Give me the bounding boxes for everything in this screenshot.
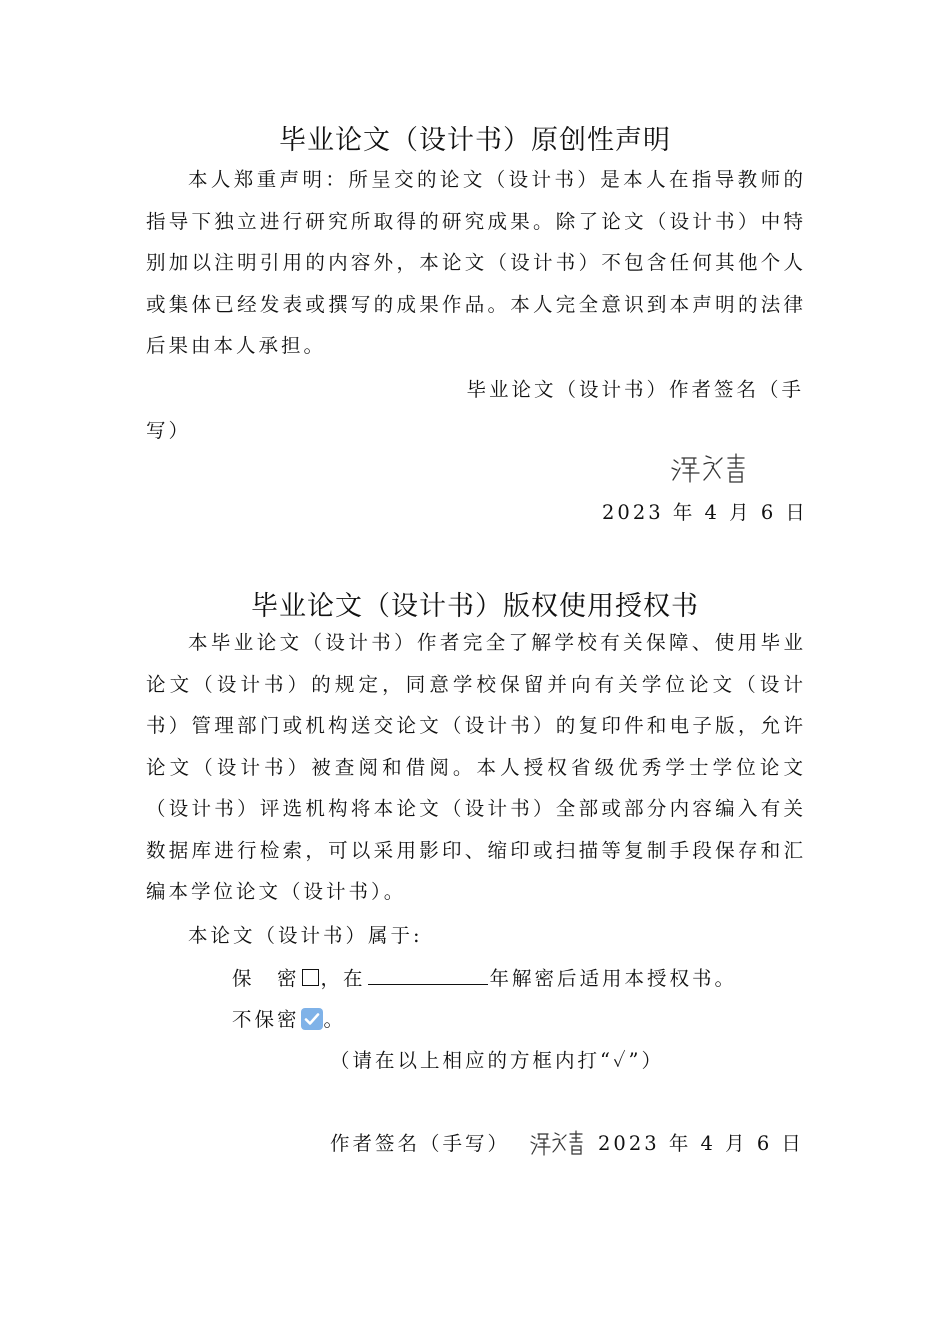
option-secret-middle: ，在: [320, 967, 366, 990]
handwritten-signature-2: [528, 1128, 588, 1168]
authorization-body: 本毕业论文（设计书）作者完全了解学校有关保障、使用毕业论文（设计书）的规定，同意学校保留并向有关学位论文（设计书）管理部门或机构送交论文（设计书）的复印件和电子版，允许论文（设计书）被查阅和借阅。本人授权省级优秀学士学位论文（设计书）评选机构将本论文（设计书）全部或部分内容编入有关数据库进行检索，可以采用影印、缩印或扫描等复制手段保存和汇编本学位论文（设计书）。: [146, 631, 806, 903]
originality-signature-label-line2: 写）: [146, 419, 192, 442]
originality-date: 2023 年 4 月 6 日: [602, 501, 808, 524]
checkbox-hint: （请在以上相应的方框内打“✓”）: [330, 1049, 665, 1072]
option-not-secret-row: [232, 1004, 346, 1032]
authorization-signature-label: 作者签名（手写）: [330, 1132, 511, 1155]
option-secret-suffix: 年解密后适用本授权书。: [489, 967, 738, 990]
handwritten-signature-1: [668, 450, 758, 490]
decrypt-year-blank[interactable]: [368, 983, 488, 985]
not-secret-checkbox-checked[interactable]: [301, 1008, 323, 1030]
secret-checkbox[interactable]: [302, 969, 319, 986]
option-secret-row: [232, 963, 737, 991]
check-mark-icon: [303, 1010, 321, 1028]
originality-signature-label-line1: 毕业论文（设计书）作者签名（手: [466, 378, 804, 401]
option-not-secret-label: 不保密: [232, 1008, 300, 1031]
authorization-date: 2023 年 4 月 6 日: [598, 1132, 804, 1155]
belongs-to-label: 本论文（设计书）属于:: [188, 924, 423, 947]
originality-body: 本人郑重声明：所呈交的论文（设计书）是本人在指导教师的指导下独立进行研究所取得的研究成果。除了论文（设计书）中特别加以注明引用的内容外，本论文（设计书）不包含任何其他个人或集体已经发表或撰写的成果作品。本人完全意识到本声明的法律后果由本人承担。: [146, 168, 806, 357]
option-secret-label: 保 密: [232, 967, 300, 990]
option-not-secret-suffix: 。: [323, 1008, 347, 1031]
originality-title: 毕业论文（设计书）原创性声明: [279, 125, 671, 156]
authorization-title: 毕业论文（设计书）版权使用授权书: [251, 591, 699, 622]
